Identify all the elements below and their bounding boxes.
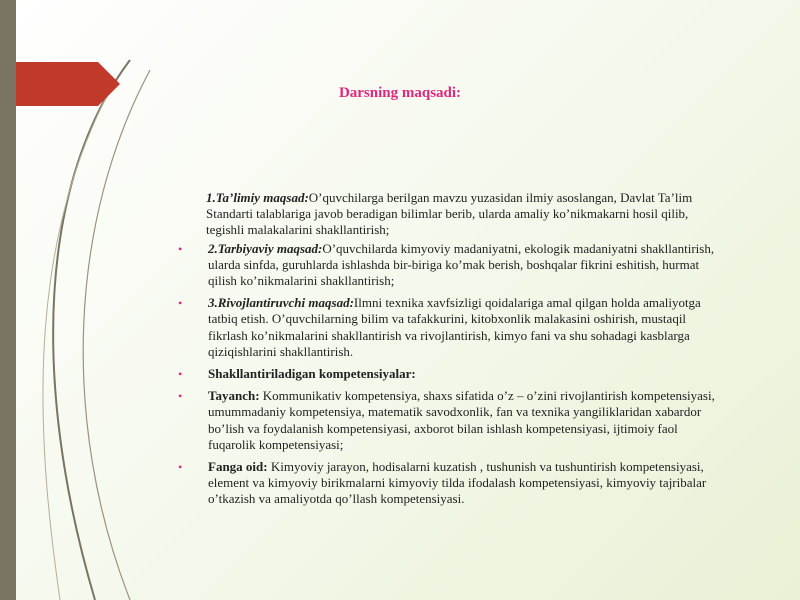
bullet-icon: • <box>178 460 183 475</box>
list-item-subject-competencies <box>178 459 726 508</box>
item-text: O’quvchilarga berilgan mavzu yuzasidan ilmiy asoslangan, Davlat Ta’lim Standarti talablariga javob beradigan bilimlar berib, ularda amaliy ko’nikmakarni hosil qilib, tegishli malakalarini shakllantirish; <box>206 190 693 238</box>
item-text: Kommunikativ kompetensiya, shaxs sifatida o’z – o’zini rivojlantirish kompetensiyasi, umummadaniy kompetensiya, matematik savodxonlik, fan va texnika yangiliklaridan xabardor bo’lish va foydalanish kompetensiyasi, axborot bilan ishlash kompetensiyasi, ijtimoiy faol fuqarolik kompetensiyasi; <box>208 388 715 452</box>
slide-title: Darsning maqsadi: <box>338 85 462 101</box>
item-lead: Tayanch: <box>208 388 260 404</box>
list-item-developmental-goal <box>178 295 726 360</box>
item-text: Kimyoviy jarayon, hodisalarni kuzatish , tushunish va tushuntirish kompetensiyasi, element va kimyoviy birikmalarni kimyoviy tilda ifodalash kompetensiyasi, kimyoviy tajribalar o’tkazish va amaliyotda qo’llash kompetensiyasi. <box>208 459 707 507</box>
list-item-core-competencies <box>178 388 726 453</box>
item-lead: 2.Tarbiyaviy maqsad: <box>208 240 323 256</box>
item-lead: 1.Ta’limiy maqsad: <box>206 190 309 205</box>
list-item-competencies-heading <box>178 366 726 382</box>
item-lead: Shakllantiriladigan kompetensiyalar: <box>208 366 416 382</box>
bullet-icon: • <box>178 389 183 404</box>
left-decorative-bar <box>0 0 16 600</box>
bullet-icon: • <box>178 296 183 311</box>
title-arrow-shape <box>16 62 120 106</box>
item-text: Ilmni texnika xavfsizligi qoidalariga amal qilgan holda amaliyotga tatbiq etish. O’quvchilarning bilim va tafakkurini, kitobxonlik malakasini oshirish, mustaqil fikrlash ko’nikmalarini shakllantirish va rivojlantirish, kimyo fani va shu sohadagi kasblarga qiziqishlarini shakllantirish. <box>208 295 701 359</box>
item-lead: 3.Rivojlantiruvchi maqsad: <box>208 295 354 311</box>
bullet-icon: • <box>178 367 183 382</box>
item-text: O’quvchilarda kimyoviy madaniyatni, ekologik madaniyatni shakllantirish, ularda sinfda, guruhlarda ishlashda bir-biriga ko’mak berish, boshqalar fikrini eshitish, hurmat qilish ko’nikmalarini shakllantirish; <box>208 240 715 289</box>
slide-content <box>178 190 726 514</box>
bullet-icon: • <box>178 241 183 256</box>
list-item-educational-goal <box>178 190 726 239</box>
item-lead: Fanga oid: <box>208 459 268 475</box>
list-item-upbringing-goal <box>178 241 726 290</box>
